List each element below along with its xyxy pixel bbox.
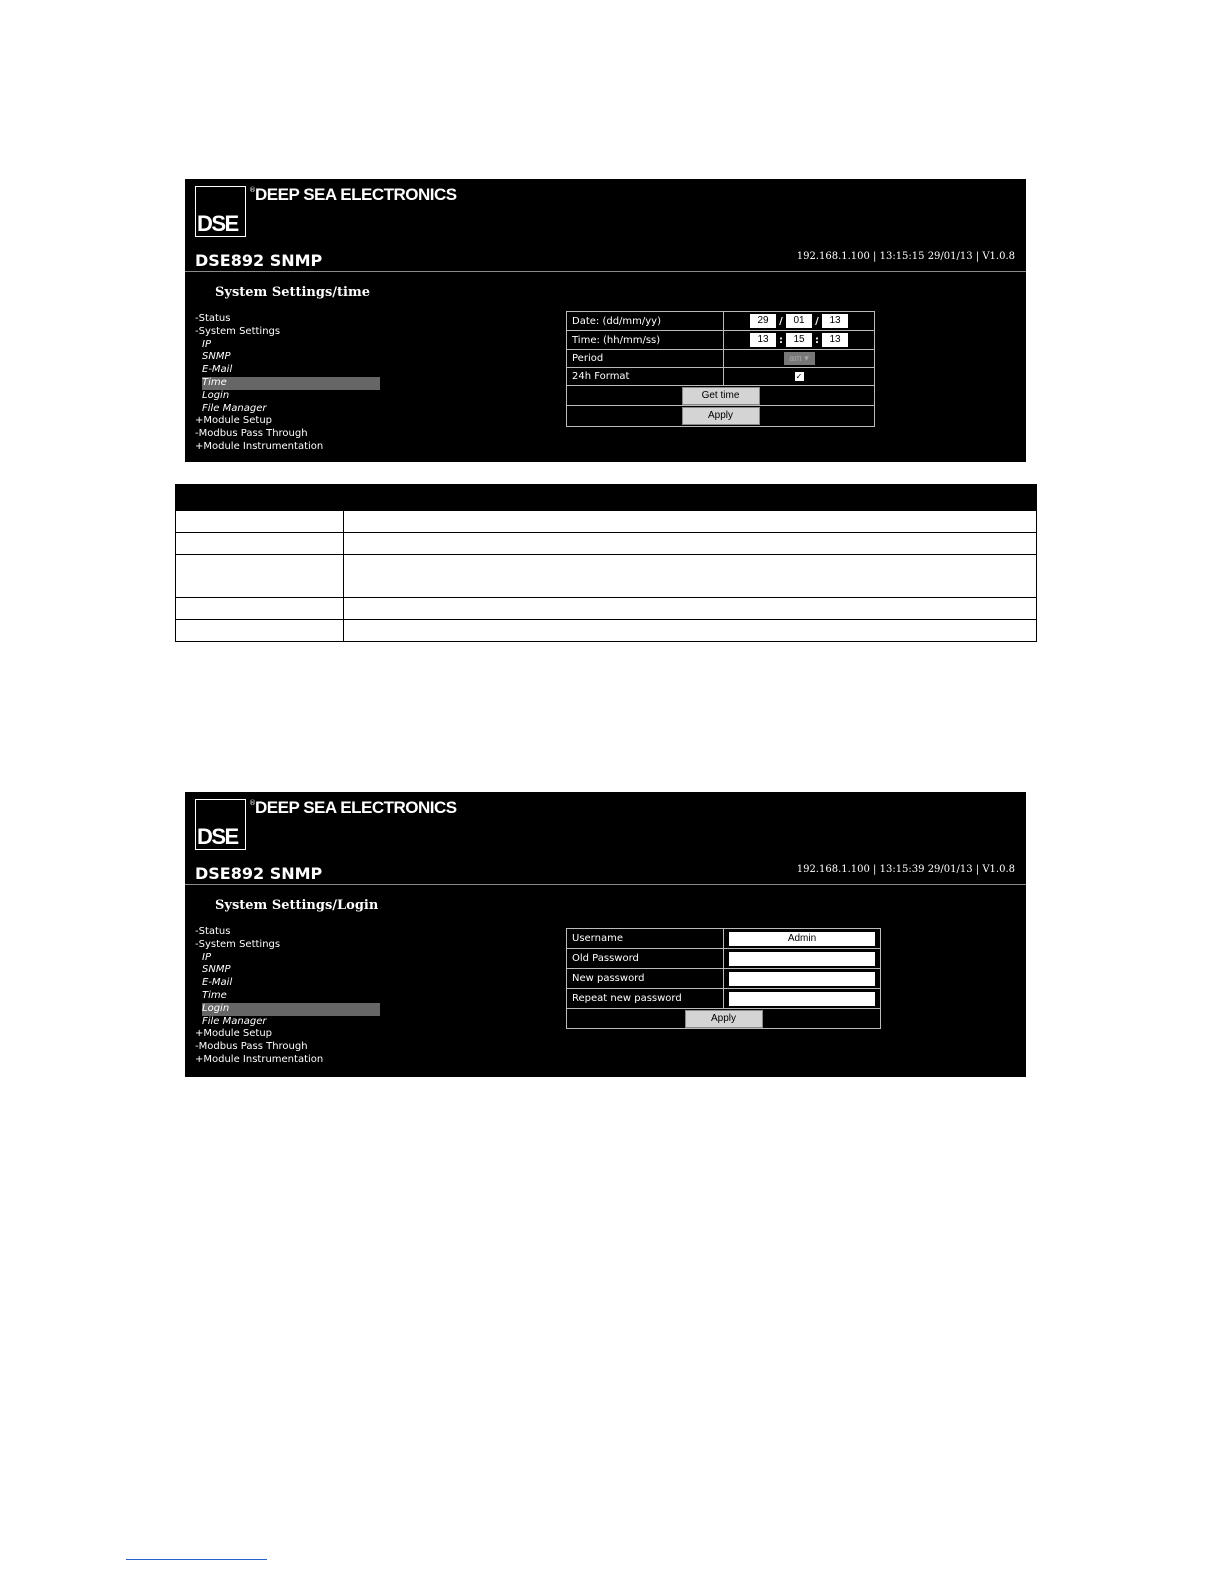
nav-system-settings[interactable]: -System Settings [195,325,281,337]
nav-status[interactable]: -Status [195,313,231,324]
date-day-input[interactable]: 29 [750,314,776,328]
time-hour-input[interactable]: 13 [750,333,776,347]
nav-snmp[interactable]: SNMP [202,964,231,976]
nav-module-setup[interactable]: +Module Setup [195,1028,273,1040]
old-password-input[interactable] [729,952,875,966]
dse-logo: DSE [195,799,246,850]
header-divider [185,271,1026,272]
nav-ip[interactable]: IP [202,951,211,963]
registered-mark: ® [249,799,256,807]
nav-email[interactable]: E-Mail [202,364,233,376]
footnote-rule [126,1559,267,1560]
repeat-password-label: Repeat new password [567,989,724,1009]
table-header-row [176,485,1037,511]
nav-modbus-pass-through[interactable]: -Modbus Pass Through [195,1041,308,1053]
format24-checkbox[interactable] [795,372,804,381]
chevron-down-icon: ▾ [804,353,809,363]
table-row [176,555,1037,598]
old-password-label: Old Password [567,949,724,969]
product-title: DSE892 SNMP [195,864,323,883]
nav-login[interactable]: Login [195,1003,381,1016]
format24-label: 24h Format [567,368,724,386]
table-row [176,620,1037,642]
table-row [176,511,1037,533]
nav-module-instrumentation[interactable]: +Module Instrumentation [195,440,324,452]
product-title: DSE892 SNMP [195,251,323,270]
dse-logo: DSE [195,186,246,237]
sidebar-nav [195,313,381,454]
table-row [176,598,1037,620]
nav-file-manager[interactable]: File Manager [202,402,267,414]
period-label: Period [567,350,724,368]
nav-modbus-pass-through[interactable]: -Modbus Pass Through [195,428,308,440]
nav-status[interactable]: -Status [195,926,231,937]
time-label: Time: (hh/mm/ss) [567,331,724,350]
nav-login[interactable]: Login [202,389,230,401]
date-label: Date: (dd/mm/yy) [567,312,724,331]
table-row [176,533,1037,555]
nav-time[interactable]: Time [202,989,227,1001]
time-settings-screenshot [185,179,1026,462]
sidebar-nav [195,926,381,1067]
checkmark-icon: ✓ [795,372,803,381]
status-line: 192.168.1.100 | 13:15:15 29/01/13 | V1.0.8 [796,251,1015,262]
section-title: System Settings/Login [215,898,379,913]
time-minute-input[interactable]: 15 [786,333,812,347]
nav-module-instrumentation[interactable]: +Module Instrumentation [195,1053,324,1065]
nav-email[interactable]: E-Mail [202,977,233,989]
header-divider [185,884,1026,885]
apply-button[interactable]: Apply [685,1010,763,1028]
description-table [175,484,1037,642]
nav-module-setup[interactable]: +Module Setup [195,415,273,427]
apply-button[interactable]: Apply [682,407,760,425]
status-line: 192.168.1.100 | 13:15:39 29/01/13 | V1.0.8 [796,864,1015,875]
get-time-button[interactable]: Get time [682,387,760,405]
date-month-input[interactable]: 01 [786,314,812,328]
new-password-input[interactable] [729,972,875,986]
new-password-label: New password [567,969,724,989]
time-second-input[interactable]: 13 [822,333,848,347]
login-form [566,928,881,1029]
section-title: System Settings/time [215,285,371,300]
repeat-password-input[interactable] [729,992,875,1006]
nav-snmp[interactable]: SNMP [202,351,231,363]
nav-ip[interactable]: IP [202,338,211,350]
brand-name: DEEP SEA ELECTRONICS [255,185,457,204]
nav-time[interactable]: Time [195,377,381,390]
nav-system-settings[interactable]: -System Settings [195,938,281,950]
username-label: Username [567,929,724,949]
date-year-input[interactable]: 13 [822,314,848,328]
time-form: Date: (dd/mm/yy) 29 / 01 / 13 Time: (hh/mm/ss) 13 : 15 : 13 Period am ▾ 24h Format ✓ Get time Apply [566,311,875,427]
period-select[interactable]: am ▾ [784,352,815,365]
nav-file-manager[interactable]: File Manager [202,1015,267,1027]
username-input[interactable]: Admin [729,932,875,946]
brand-name: DEEP SEA ELECTRONICS [255,798,457,817]
registered-mark: ® [249,186,256,194]
login-settings-screenshot [185,792,1026,1077]
